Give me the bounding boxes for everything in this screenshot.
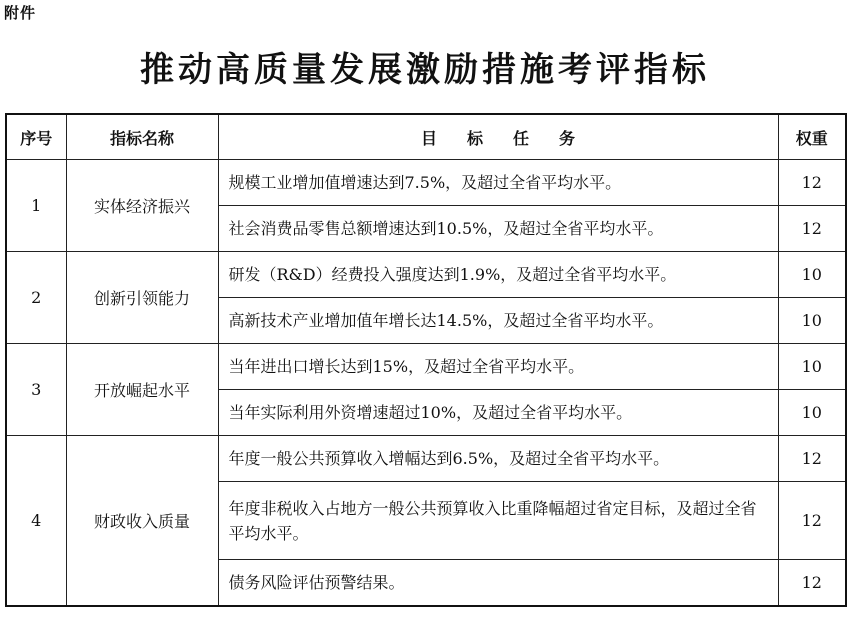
- task-text: 年度非税收入占地方一般公共预算收入比重降幅超过省定目标，及超过全省平均水平。: [218, 482, 778, 560]
- group-name: 实体经济振兴: [66, 160, 218, 252]
- group-index: 2: [6, 252, 66, 344]
- indicator-table: [5, 113, 847, 607]
- table-row: [6, 252, 846, 298]
- table-row: [6, 436, 846, 482]
- task-weight: 10: [778, 344, 846, 390]
- task-text: 社会消费品零售总额增速达到10.5%，及超过全省平均水平。: [218, 206, 778, 252]
- header-weight: 权重: [778, 114, 846, 160]
- task-text: 规模工业增加值增速达到7.5%，及超过全省平均水平。: [218, 160, 778, 206]
- task-text: 债务风险评估预警结果。: [218, 560, 778, 607]
- attachment-label: 附件: [4, 4, 37, 22]
- task-weight: 12: [778, 160, 846, 206]
- task-weight: 12: [778, 206, 846, 252]
- task-weight: 10: [778, 252, 846, 298]
- header-index: 序号: [6, 114, 66, 160]
- task-weight: 12: [778, 436, 846, 482]
- group-index: 4: [6, 436, 66, 607]
- task-text: 高新技术产业增加值年增长达14.5%，及超过全省平均水平。: [218, 298, 778, 344]
- task-text: 当年实际利用外资增速超过10%，及超过全省平均水平。: [218, 390, 778, 436]
- task-text: 研发（R&D）经费投入强度达到1.9%，及超过全省平均水平。: [218, 252, 778, 298]
- group-index: 1: [6, 160, 66, 252]
- task-weight: 12: [778, 560, 846, 607]
- group-name: 创新引领能力: [66, 252, 218, 344]
- header-tasks: 目标任务: [218, 114, 778, 160]
- task-text: 年度一般公共预算收入增幅达到6.5%，及超过全省平均水平。: [218, 436, 778, 482]
- task-text: 当年进出口增长达到15%，及超过全省平均水平。: [218, 344, 778, 390]
- group-name: 财政收入质量: [66, 436, 218, 607]
- table-row: [6, 160, 846, 206]
- task-weight: 10: [778, 298, 846, 344]
- group-name: 开放崛起水平: [66, 344, 218, 436]
- header-name: 指标名称: [66, 114, 218, 160]
- group-index: 3: [6, 344, 66, 436]
- page-title: 推动高质量发展激励措施考评指标: [140, 50, 710, 90]
- table-header-row: [6, 114, 846, 160]
- task-weight: 12: [778, 482, 846, 560]
- table-row: [6, 344, 846, 390]
- task-weight: 10: [778, 390, 846, 436]
